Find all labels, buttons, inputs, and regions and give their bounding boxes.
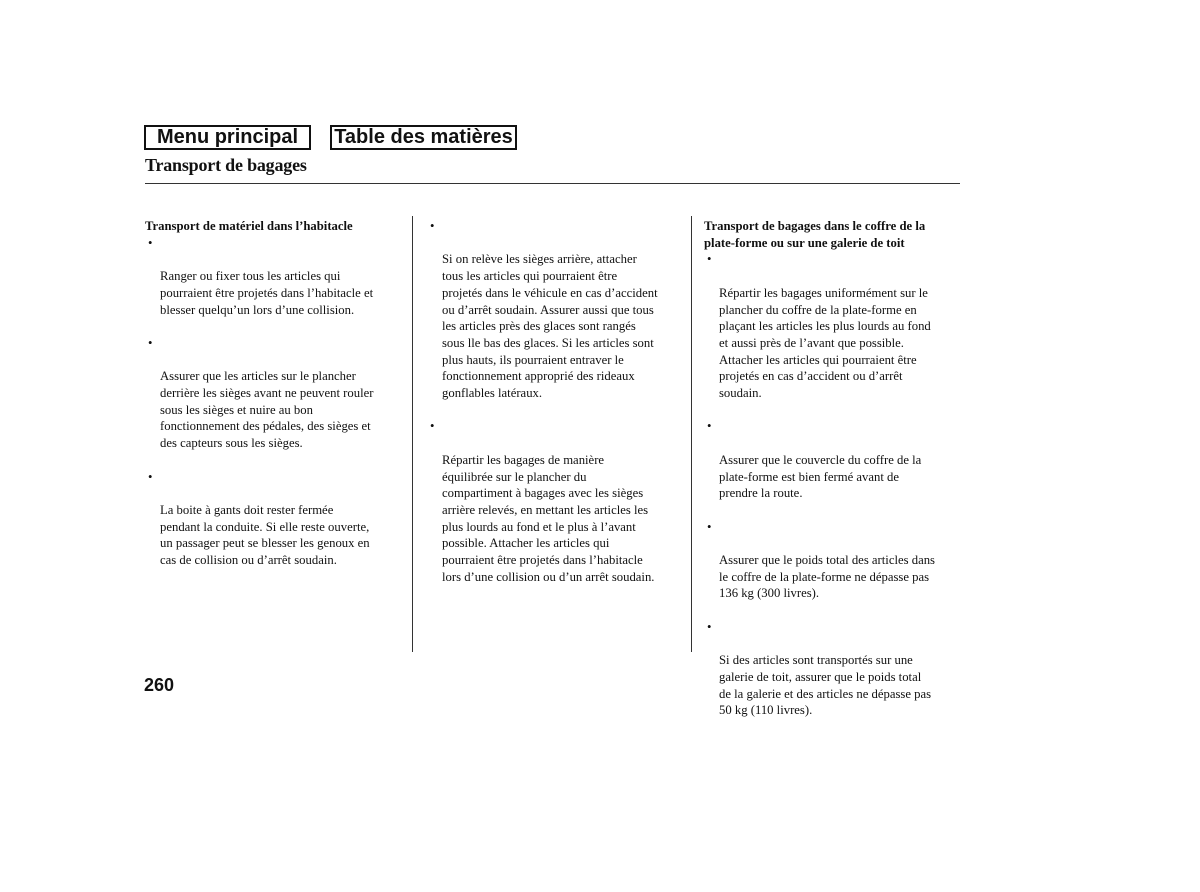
- header-divider: [145, 183, 960, 184]
- list-item: [427, 418, 685, 585]
- list-item: [427, 218, 685, 402]
- table-of-contents-button[interactable]: Table des matières: [330, 125, 517, 150]
- bullet-icon: •: [707, 619, 712, 634]
- list-item-text: Si on relève les sièges arrière, attacher tous les articles qui pourraient être projetés dans le véhicule en cas d’accident ou d’arrêt soudain. Assurer aussi que tous les articles près des glaces sont rangés sous lle bas des glaces. Si les articles sont plus hauts, ils pourraient entraver le fonctionnement approprié des rideaux gonflables latéraux.: [442, 252, 658, 401]
- content-column-2: [427, 218, 685, 585]
- page-title: Transport de bagages: [145, 155, 307, 175]
- list-item-text: Assurer que le couvercle du coffre de la plate-forme est bien fermé avant de prendre la route.: [719, 452, 922, 501]
- section-heading-cabin: Transport de matériel dans l’habitacle: [145, 219, 353, 233]
- list-item: [145, 469, 407, 569]
- bullet-icon: •: [148, 335, 153, 350]
- list-item-text: La boite à gants doit rester fermée pendant la conduite. Si elle reste ouverte, un passager peut se blesser les genoux en cas de collision ou d’arrêt soudain.: [160, 502, 370, 568]
- content-column-1: [145, 218, 407, 569]
- page-number: 260: [144, 675, 175, 695]
- main-menu-button[interactable]: Menu principal: [144, 125, 311, 150]
- list-item: [145, 335, 407, 452]
- list-item: [704, 519, 962, 603]
- bullet-list-rear-seats: [427, 218, 685, 585]
- section-heading-bed-trunk: Transport de bagages dans le coffre de la plate-forme ou sur une galerie de toit: [704, 219, 926, 250]
- list-item: [704, 619, 962, 719]
- bullet-list-cabin: [145, 235, 407, 569]
- bullet-icon: •: [430, 219, 435, 233]
- bullet-icon: •: [148, 235, 153, 250]
- bullet-icon: •: [430, 419, 435, 434]
- bullet-icon: •: [707, 252, 712, 267]
- list-item: [704, 418, 962, 502]
- list-item-text: Ranger ou fixer tous les articles qui pourraient être projetés dans l’habitacle et blesser quelqu’un lors d’une collision.: [160, 269, 374, 317]
- list-item: [145, 235, 407, 319]
- list-item-text: Assurer que les articles sur le plancher derrière les sièges avant ne peuvent rouler sous les sièges et nuire au bon fonctionnement des pédales, des sièges et des capteurs sous les sièges.: [160, 369, 374, 451]
- column-divider-2: [691, 216, 692, 652]
- list-item-text: Répartir les bagages de manière équilibrée sur le plancher du compartiment à bagages avec les sièges arrière relevés, en mettant les articles les plus lourds au fond et le plus à l’avant possible. Attacher les articles qui pourraient être projetés dans l’habitacle lors d’une collision ou d’un arrêt soudain.: [442, 452, 655, 584]
- list-item: [704, 251, 962, 401]
- bullet-icon: •: [707, 419, 712, 434]
- column-divider-1: [412, 216, 413, 652]
- list-item-text: Répartir les bagages uniformément sur le plancher du coffre de la plate-forme en plaçant les articles les plus lourds au fond et aussi près de l’avant que possible. Attacher les articles qui pourraient être projetés en cas d’accident ou d’arrêt soudain.: [719, 285, 931, 401]
- content-column-3: [704, 218, 962, 719]
- bullet-icon: •: [707, 519, 712, 534]
- bullet-icon: •: [148, 469, 153, 484]
- list-item-text: Si des articles sont transportés sur une galerie de toit, assurer que le poids total de la galerie et des articles ne dépasse pas 50 kg (110 livres).: [719, 653, 932, 718]
- list-item-text: Assurer que le poids total des articles dans le coffre de la plate-forme ne dépasse pas 136 kg (300 livres).: [719, 553, 935, 601]
- bullet-list-bed-trunk: [704, 251, 962, 719]
